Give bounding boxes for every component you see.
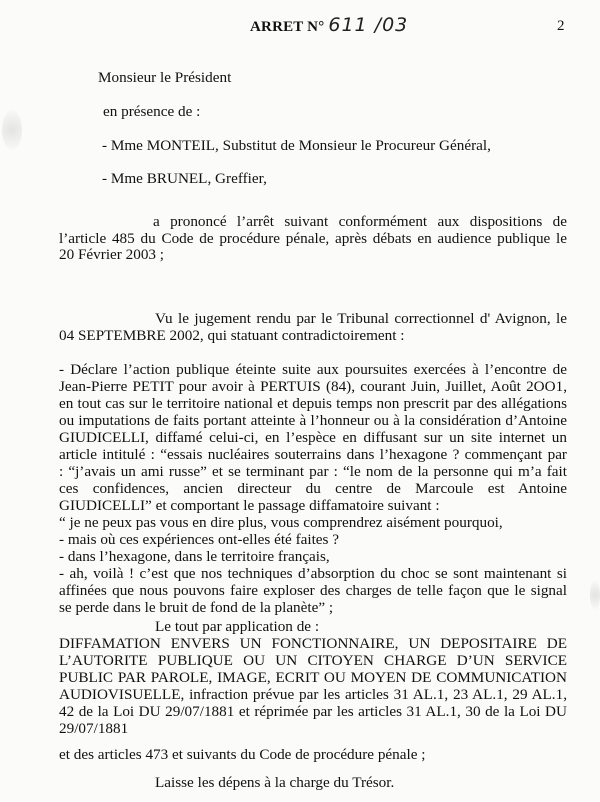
member-line: - Mme BRUNEL, Greffier, bbox=[102, 170, 267, 187]
quote-line: se perde dans le bruit de fond de la planète” ; bbox=[59, 599, 334, 616]
scan-smudge bbox=[590, 580, 600, 610]
president-line: Monsieur le Président bbox=[98, 69, 232, 86]
page-header bbox=[250, 14, 408, 36]
articles-line: et des articles 473 et suivants du Code de procédure pénale ; bbox=[59, 746, 426, 763]
declaration-line: Jean-Pierre PETIT pour avoir à PERTUIS (84), courant Juin, Juillet, Août 2OO1, bbox=[59, 378, 567, 395]
declaration-line: en tout cas sur le territoire national et depuis temps non prescrit par des allégations bbox=[59, 395, 567, 412]
ruling-line: l’article 485 du Code de procédure pénale, après débats en audience publique le bbox=[59, 230, 567, 247]
declaration-line: GIUDICELLI” et comportant le passage diffamatoire suivant : bbox=[59, 497, 440, 514]
application-line: L’AUTORITE PUBLIQUE OU UN CITOYEN CHARGE D’UN SERVICE bbox=[59, 652, 567, 669]
member-line: - Mme MONTEIL, Substitut de Monsieur le Procureur Général, bbox=[102, 137, 491, 154]
application-intro: Le tout par application de : bbox=[155, 618, 320, 635]
declaration-line: article intitulé : “essais nucléaires souterrains dans l’hexagone ? commençant par bbox=[59, 446, 567, 463]
application-line: 42 de la Loi DU 29/07/1881 et réprimée par les articles 31 AL.1, 30 de la Loi DU bbox=[59, 703, 567, 720]
quote-line: affinées que nous pouvons faire exploser des charges de telle façon que le signal bbox=[59, 582, 567, 599]
ruling-line: 20 Février 2003 ; bbox=[59, 246, 165, 263]
declaration-line: - Déclare l’action publique éteinte suite aux poursuites exercées à l’encontre de bbox=[59, 361, 567, 378]
declaration-line: : “j’avais un ami russe” et se terminant par : “le nom de la personne qui m’a fait bbox=[59, 463, 567, 480]
declaration-line: ou imputations de faits portant atteinte à l’honneur ou à la considération d’Antoine bbox=[59, 412, 567, 429]
application-line: DIFFAMATION ENVERS UN FONCTIONNAIRE, UN DEPOSITAIRE DE bbox=[59, 635, 567, 652]
quote-line: “ je ne peux pas vous en dire plus, vous comprendrez aisément pourquoi, bbox=[59, 514, 503, 531]
declaration-line: ces confidences, ancien directeur du centre de Marcoule est Antoine bbox=[59, 480, 567, 497]
judgment-line: Vu le jugement rendu par le Tribunal correctionnel d' Avignon, le bbox=[155, 310, 567, 327]
scan-smudge bbox=[2, 110, 22, 150]
presence-line: en présence de : bbox=[103, 103, 201, 120]
application-line: AUDIOVISUELLE, infraction prévue par les articles 31 AL.1, 23 AL.1, 29 AL.1, bbox=[59, 686, 567, 703]
page-number: 2 bbox=[557, 18, 565, 34]
header-title: ARRET N° bbox=[250, 19, 325, 35]
quote-line: - ah, voilà ! c’est que nos techniques d’absorption du choc se sont maintenant si bbox=[59, 565, 567, 582]
case-number: 611 /03 bbox=[328, 14, 409, 36]
quote-line: - dans l’hexagone, dans le territoire français, bbox=[59, 548, 330, 565]
declaration-line: GIUDICELLI, diffamé celui-ci, en l’espèce en diffusant sur un site internet un bbox=[59, 429, 567, 446]
costs-line: Laisse les dépens à la charge du Trésor. bbox=[155, 774, 395, 791]
quote-line: - mais où ces expériences ont-elles été faites ? bbox=[59, 531, 339, 548]
ruling-line: a prononcé l’arrêt suivant conformément aux dispositions de bbox=[153, 213, 567, 230]
application-line: PUBLIC PAR PAROLE, IMAGE, ECRIT OU MOYEN DE COMMUNICATION bbox=[59, 669, 567, 686]
judgment-line: 04 SEPTEMBRE 2002, qui statuant contradictoirement : bbox=[59, 327, 405, 344]
application-line: 29/07/1881 bbox=[59, 720, 129, 737]
